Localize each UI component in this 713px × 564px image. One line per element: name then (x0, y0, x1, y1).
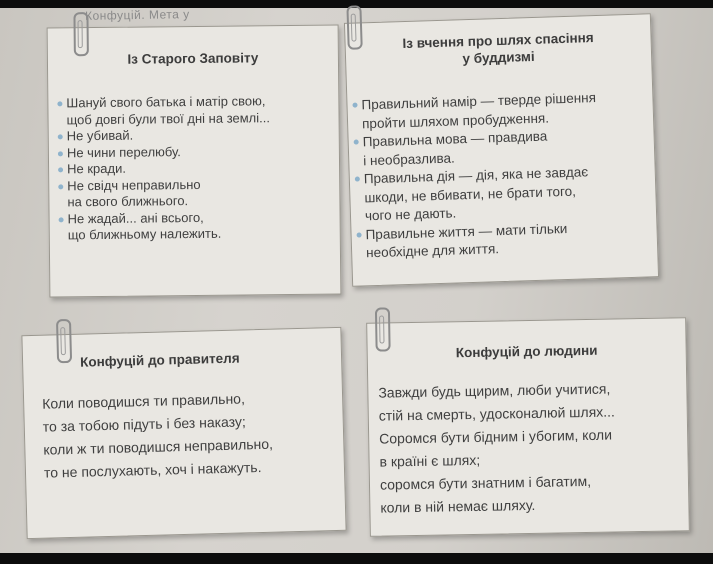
list-item: Правильне життя — мати тільки необхідне для життя. (353, 217, 657, 263)
list-item: Не убивай. (55, 125, 339, 144)
card-old-testament (47, 24, 342, 297)
card-title: Із вчення про шлях спасіння у буддизмі (402, 30, 594, 67)
paperclip-icon (56, 319, 72, 363)
top-text-fragment: Конфуцій. Мета у (84, 7, 190, 23)
quote-text: Коли поводишся ти правильно, то за тобою підуть і без наказу; коли ж ти поводишся неправильно, то не послухають, хоч і накажуть. (41, 390, 274, 481)
card-buddhism (344, 13, 659, 287)
card-title: Конфуцій до правителя (79, 350, 240, 370)
card-title: Із Старого Заповіту (127, 50, 259, 67)
list-item: Шануй свого батька і матір свою, щоб довгі були твої дні на землі... (54, 92, 338, 128)
paperclip-icon (375, 307, 391, 351)
eightfold-path-list (349, 87, 657, 263)
card-title: Конфуцій до людини (455, 342, 598, 361)
paperclip-icon (346, 5, 362, 49)
commandments-list (54, 92, 340, 243)
list-item: Не кради. (55, 158, 339, 177)
list-item: Правильний намір — тверде рішення пройти шляхом пробудження. (349, 87, 653, 133)
list-item: Правильна мова — правдива і необразлива. (350, 124, 654, 170)
list-item: Не жадай... ані всього, що ближньому належить. (56, 208, 340, 244)
textbook-page (0, 8, 713, 553)
list-item: Не чини перелюбу. (55, 142, 339, 161)
card-confucius-human (366, 317, 690, 537)
list-item: Правильна дія — дія, яка не завдає шкоди, не вбивати, не брати того, чого не дають. (352, 161, 657, 226)
paperclip-icon (73, 12, 88, 56)
list-item: Не свідч неправильно на свого ближнього. (55, 175, 339, 211)
quote-text: Завжди будь щирим, люби учитися, стій на смерть, удосконалюй шлях... Соромся бути бідним і убогим, коли в країні є шлях; соромся бути знатним і багатим, коли в ній немає шляху. (378, 380, 616, 516)
card-confucius-ruler (21, 327, 346, 539)
